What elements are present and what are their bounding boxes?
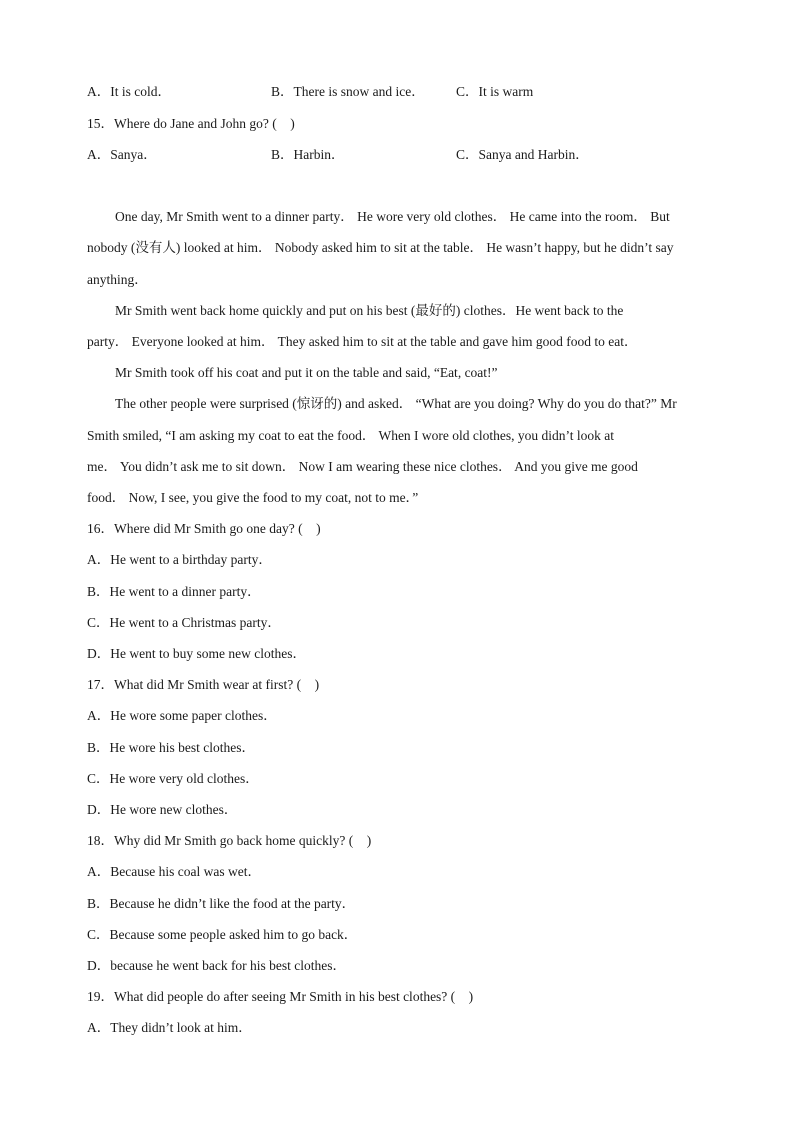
q18-option-a: A．Because his coal was wet． — [87, 864, 261, 879]
q18-option-c: C．Because some people asked him to go back． — [87, 927, 358, 942]
q17-option-c: C．He wore very old clothes． — [87, 771, 259, 786]
passage-line: anything． — [87, 272, 148, 287]
q15-option-c: C．Sanya and Harbin． — [456, 147, 589, 162]
passage-line: One day, Mr Smith went to a dinner party． He wore very old clothes． He came into the room． But — [115, 209, 670, 224]
passage-line: Mr Smith went back home quickly and put on his best (最好的) clothes．He went back to the — [115, 303, 624, 318]
passage-line: Smith smiled, “I am asking my coat to eat the food． When I wore old clothes, you didn’t look at — [87, 428, 615, 443]
q14-option-c: C．It is warm — [456, 84, 534, 99]
q16-question: 16．Where did Mr Smith go one day? ( ) — [87, 521, 321, 536]
q16-option-c: C．He went to a Christmas party． — [87, 615, 281, 630]
q14-option-b: B．There is snow and ice． — [271, 84, 425, 99]
passage-line: The other people were surprised (惊讶的) and asked． “What are you doing? Why do you do that?” Mr — [115, 396, 677, 411]
passage-line: nobody (没有人) looked at him． Nobody asked him to sit at the table． He wasn’t happy, but he didn’t say — [87, 240, 674, 255]
passage-line: food． Now, I see, you give the food to my coat, not to me．” — [87, 490, 419, 505]
q17-option-a: A．He wore some paper clothes． — [87, 708, 277, 723]
passage-line: me． You didn’t ask me to sit down． Now I am wearing these nice clothes． And you give me good — [87, 459, 638, 474]
q18-option-d: D．because he went back for his best clothes． — [87, 958, 347, 973]
q14-option-a: A．It is cold． — [87, 84, 171, 99]
q15-option-b: B．Harbin． — [271, 147, 345, 162]
q17-question: 17．What did Mr Smith wear at first? ( ) — [87, 677, 320, 692]
q16-option-b: B．He went to a dinner party． — [87, 584, 261, 599]
passage-line: party． Everyone looked at him． They asked him to sit at the table and gave him good food to eat． — [87, 334, 638, 349]
q17-option-b: B．He wore his best clothes． — [87, 740, 255, 755]
q18-option-b: B．Because he didn’t like the food at the party． — [87, 896, 356, 911]
q16-option-d: D．He went to buy some new clothes． — [87, 646, 306, 661]
q17-option-d: D．He wore new clothes． — [87, 802, 238, 817]
q18-question: 18．Why did Mr Smith go back home quickly? ( ) — [87, 833, 372, 848]
passage-line: Mr Smith took off his coat and put it on the table and said, “Eat, coat!” — [115, 365, 498, 380]
q15-option-a: A．Sanya． — [87, 147, 157, 162]
q19-option-a: A．They didn’t look at him． — [87, 1020, 252, 1035]
q16-option-a: A．He went to a birthday party． — [87, 552, 272, 567]
q15-question: 15．Where do Jane and John go? ( ) — [87, 116, 295, 131]
q19-question: 19．What did people do after seeing Mr Smith in his best clothes? ( ) — [87, 989, 474, 1004]
